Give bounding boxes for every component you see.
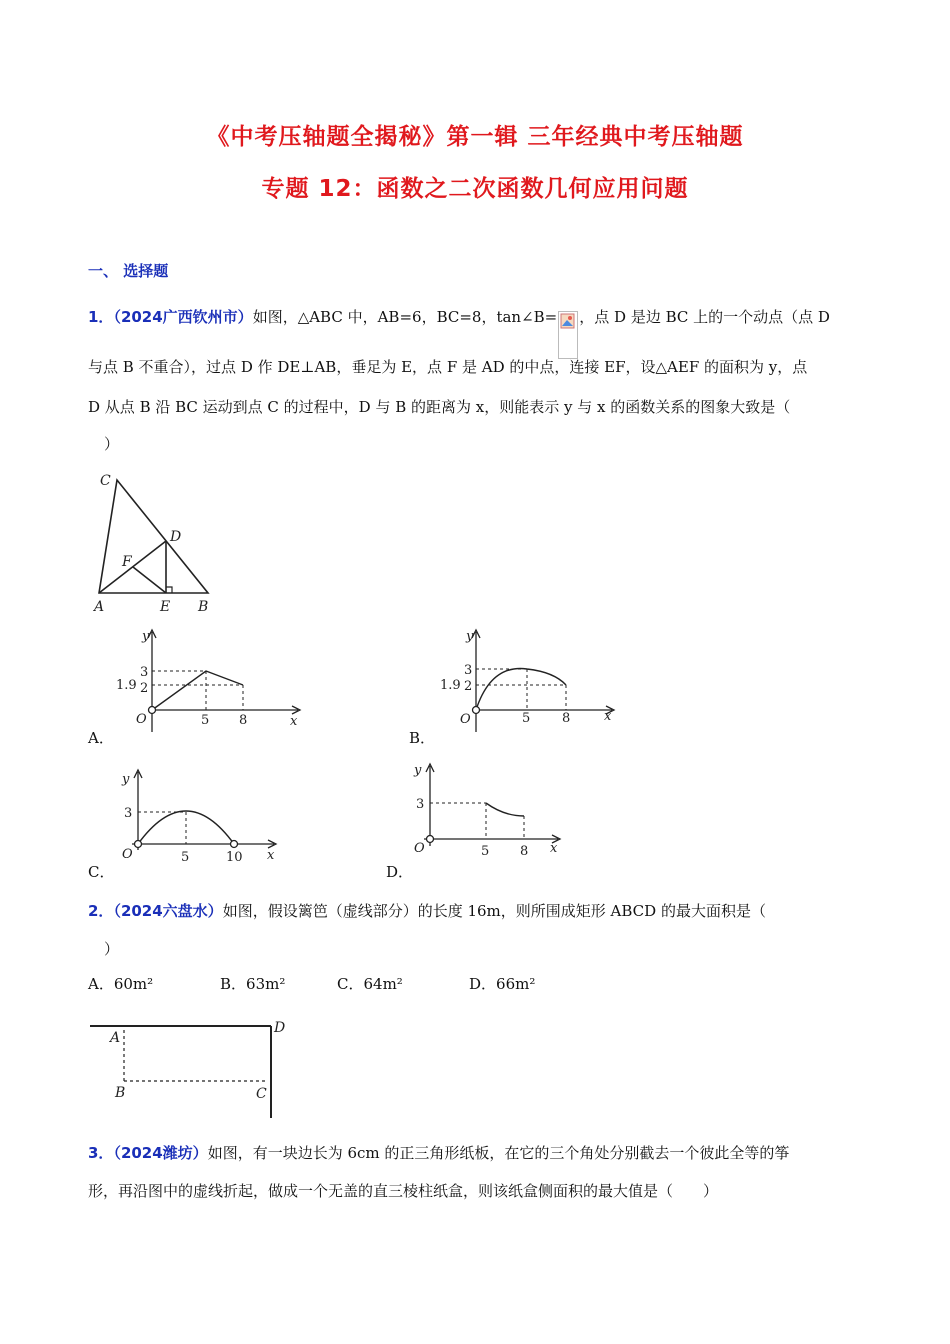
label-c: C	[100, 473, 111, 489]
q1-option-d[interactable]: D．	[386, 863, 414, 881]
q2-line2: ）	[104, 940, 120, 958]
q3-line1	[88, 1143, 868, 1163]
tick-5: 5	[181, 850, 190, 865]
q1-source: （2024广西钦州市）	[113, 308, 253, 326]
q2-text: 如图，假设篱笆（虚线部分）的长度 16m，则所围成矩形 ABCD 的最大面积是（	[222, 902, 766, 920]
triangle-figure	[88, 466, 228, 616]
label-a: A	[94, 599, 105, 615]
broken-image-icon	[559, 312, 577, 332]
doc-subtitle: 专题 12：函数之二次函数几何应用问题	[261, 176, 689, 202]
graph-b	[436, 626, 636, 736]
label-y: y	[142, 629, 150, 644]
q2-number: 2．	[88, 902, 114, 920]
tick-3: 3	[464, 663, 473, 678]
label-c: C	[256, 1086, 267, 1102]
q2-source: （2024六盘水）	[113, 902, 223, 920]
label-y: y	[414, 763, 422, 778]
tick-1-9: 1.9	[440, 678, 461, 693]
label-o: O	[122, 847, 133, 862]
tick-3: 3	[124, 806, 133, 821]
tick-3: 3	[140, 665, 149, 680]
label-x: x	[290, 714, 298, 729]
q1-number: 1．	[88, 308, 114, 326]
graph-c	[112, 766, 292, 870]
label-b: B	[198, 599, 209, 615]
label-d: D	[274, 1020, 286, 1036]
triangle-abc	[99, 480, 208, 593]
q2-option-c[interactable]: C．64m²	[337, 975, 403, 993]
section-heading: 一、 选择题	[88, 262, 169, 280]
tick-2: 2	[464, 679, 473, 694]
q1-text-b: ，点 D 是边 BC 上的一个动点（点 D	[579, 308, 830, 326]
tan-image-placeholder	[558, 311, 578, 359]
tick-8: 8	[562, 711, 571, 726]
label-x: x	[604, 709, 612, 724]
q1-line4: ）	[104, 435, 120, 453]
q1-option-a[interactable]: A．	[88, 729, 114, 747]
label-o: O	[460, 712, 471, 727]
tick-3: 3	[416, 797, 425, 812]
q1-line3: D 从点 B 沿 BC 运动到点 C 的过程中，D 与 B 的距离为 x，则能表示 y 与 x 的函数关系的图象大致是（	[88, 398, 791, 416]
doc-title: 《中考压轴题全揭秘》第一辑 三年经典中考压轴题	[206, 124, 744, 150]
graph-a	[112, 626, 312, 736]
label-e: E	[160, 599, 171, 615]
fence-dashed	[124, 1030, 268, 1081]
tick-2: 2	[140, 681, 149, 696]
segment-ef	[133, 567, 166, 593]
q2-line1	[88, 901, 868, 921]
label-f: F	[122, 554, 132, 570]
label-y: y	[122, 772, 130, 787]
tick-5: 5	[201, 713, 210, 728]
label-o: O	[136, 712, 147, 727]
tick-10: 10	[226, 850, 243, 865]
q2-option-d[interactable]: D．66m²	[469, 975, 536, 993]
tick-8: 8	[520, 844, 529, 859]
label-a: A	[110, 1030, 121, 1046]
q2-option-a[interactable]: A．60m²	[88, 975, 154, 993]
tick-1-9: 1.9	[116, 678, 137, 693]
tick-5: 5	[481, 844, 490, 859]
origin-open-dot	[149, 707, 156, 714]
tick-8: 8	[239, 713, 248, 728]
q3-text: 如图，有一块边长为 6cm 的正三角形纸板，在它的三个角处分别截去一个彼此全等的筝	[207, 1144, 790, 1162]
parabola	[138, 811, 234, 844]
curve	[486, 803, 524, 816]
rectangle-fence-figure	[88, 1012, 308, 1124]
q3-number: 3．	[88, 1144, 114, 1162]
label-o: O	[414, 841, 425, 856]
label-b: B	[115, 1085, 126, 1101]
tick-5: 5	[522, 711, 531, 726]
q1-option-c[interactable]: C．	[88, 863, 115, 881]
q2-option-b[interactable]: B．63m²	[220, 975, 286, 993]
label-x: x	[550, 841, 558, 856]
q1-text-a: 如图，△ABC 中，AB=6，BC=8，tan∠B=	[252, 308, 558, 326]
right-angle-mark	[166, 587, 172, 593]
label-d: D	[170, 529, 182, 545]
label-y: y	[466, 629, 474, 644]
curve	[152, 671, 243, 710]
label-x: x	[267, 848, 275, 863]
q3-line2: 形，再沿图中的虚线折起，做成一个无盖的直三棱柱纸盒，则该纸盒侧面积的最大值是（ ）	[88, 1182, 719, 1200]
end-open-dot	[231, 841, 238, 848]
q1-line2: 与点 B 不重合），过点 D 作 DE⊥AB，垂足为 E，点 F 是 AD 的中点，连接 EF，设△AEF 的面积为 y，点	[88, 358, 808, 376]
curve	[476, 669, 566, 710]
q3-source: （2024潍坊）	[113, 1144, 208, 1162]
q1-option-b[interactable]: B．	[409, 729, 436, 747]
graph-d	[408, 760, 578, 860]
